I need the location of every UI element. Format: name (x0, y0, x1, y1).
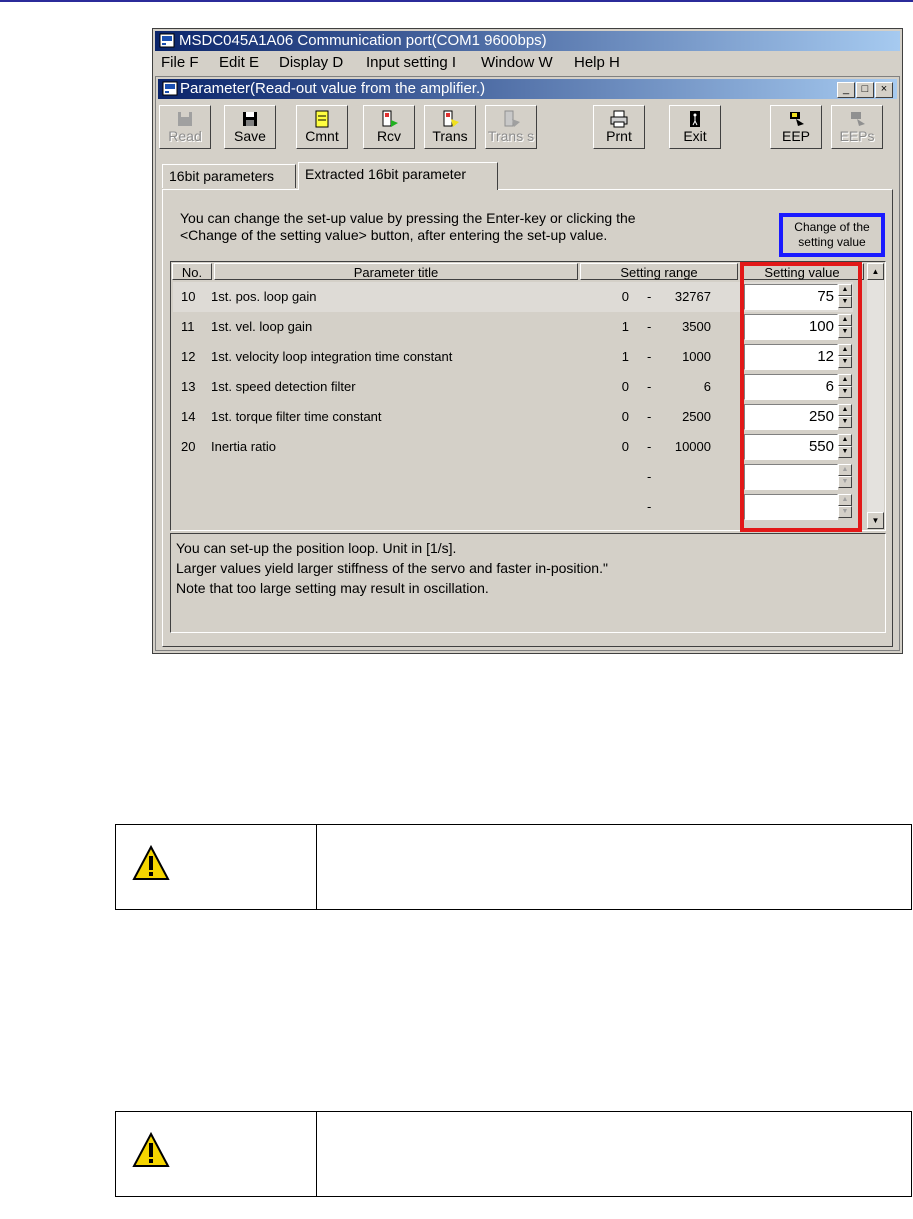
spin-down-icon[interactable]: ▼ (838, 476, 852, 488)
spin-up-icon[interactable]: ▲ (838, 494, 852, 506)
setting-value-highlight (740, 262, 862, 532)
menu-help[interactable]: Help H (574, 54, 620, 71)
eep-button[interactable]: EEP (770, 105, 822, 149)
spin-down-icon[interactable]: ▼ (838, 386, 852, 398)
transmit-button[interactable]: Trans (424, 105, 476, 149)
exit-door-icon (685, 110, 705, 128)
parameter-window-title: Parameter(Read-out value from the amplifier.) (180, 80, 486, 97)
read-button[interactable]: Read (159, 105, 211, 149)
app-window (152, 28, 903, 654)
transmit-s-icon (501, 110, 521, 128)
note-icon (312, 110, 332, 128)
toolbar (158, 105, 897, 151)
app-title-bar[interactable] (155, 31, 900, 51)
instruction-text: You can change the set-up value by pressing the Enter-key or clicking the <Change of the setting value> button, after entering the set-up value. (180, 210, 636, 243)
table-row[interactable]: 10 1st. pos. loop gain 0 - 32767 75 ▲ ▼ (173, 282, 853, 312)
receive-icon (379, 110, 399, 128)
menu-input-setting[interactable]: Input setting I (366, 54, 457, 71)
setting-value-input[interactable]: 550 (744, 434, 838, 460)
minimize-button[interactable]: _ (837, 82, 855, 98)
table-row[interactable]: 20 Inertia ratio 0 - 10000 550 ▲ ▼ (173, 432, 853, 462)
caution-table-1 (115, 824, 912, 910)
warning-triangle-icon (132, 1132, 170, 1168)
parameter-window (155, 76, 900, 651)
eep-icon (786, 110, 806, 128)
table-row[interactable]: 12 1st. velocity loop integration time constant 1 - 1000 12 ▲ ▼ (173, 342, 853, 372)
page-top-rule (0, 0, 913, 2)
menu-file[interactable]: File F (161, 54, 199, 71)
spin-up-icon[interactable]: ▲ (838, 314, 852, 326)
app-icon (159, 33, 175, 48)
menu-edit[interactable]: Edit E (219, 54, 260, 71)
tab-16bit-parameters[interactable]: 16bit parameters (162, 164, 296, 188)
window-controls (836, 82, 893, 98)
setting-value-input[interactable]: 12 (744, 344, 838, 370)
vertical-scrollbar[interactable] (867, 263, 884, 529)
eeps-button[interactable]: EEPs (831, 105, 883, 149)
tab-extracted-16bit-parameter[interactable]: Extracted 16bit parameter (298, 162, 498, 190)
scroll-down-icon[interactable]: ▼ (867, 512, 884, 529)
table-row[interactable]: 11 1st. vel. loop gain 1 - 3500 100 ▲ ▼ (173, 312, 853, 342)
table-row[interactable]: - ▲ ▼ (173, 492, 853, 522)
spin-up-icon[interactable]: ▲ (838, 374, 852, 386)
maximize-button[interactable]: □ (856, 82, 874, 98)
close-button[interactable]: × (875, 82, 893, 98)
menu-window[interactable]: Window W (481, 54, 553, 71)
spin-up-icon[interactable]: ▲ (838, 464, 852, 476)
print-button[interactable]: Prnt (593, 105, 645, 149)
setting-value-input[interactable]: 6 (744, 374, 838, 400)
printer-icon (609, 110, 629, 128)
app-title: MSDC045A1A06 Communication port(COM1 9600bps) (179, 32, 547, 49)
setting-value-input[interactable]: 250 (744, 404, 838, 430)
caution-divider (316, 1112, 317, 1196)
setting-value-input[interactable]: 100 (744, 314, 838, 340)
menu-display[interactable]: Display D (279, 54, 344, 71)
table-row[interactable]: - ▲ ▼ (173, 462, 853, 492)
save-button[interactable]: Save (224, 105, 276, 149)
tab-strip (162, 164, 893, 190)
spin-up-icon[interactable]: ▲ (838, 404, 852, 416)
floppy-icon (175, 110, 195, 128)
spin-up-icon[interactable]: ▲ (838, 434, 852, 446)
caution-table-2 (115, 1111, 912, 1197)
description-box: You can set-up the position loop. Unit in [1/s]. Larger values yield larger stiffness of the servo and faster in-position." Note that too large setting may result in oscillation. (170, 533, 886, 633)
eeps-icon (847, 110, 867, 128)
spin-down-icon[interactable]: ▼ (838, 416, 852, 428)
window-icon (162, 81, 178, 96)
spin-up-icon[interactable]: ▲ (838, 344, 852, 356)
spin-up-icon[interactable]: ▲ (838, 284, 852, 296)
spin-down-icon[interactable]: ▼ (838, 356, 852, 368)
change-setting-value-button[interactable]: Change of the setting value (779, 213, 885, 257)
caution-divider (316, 825, 317, 909)
spin-down-icon[interactable]: ▼ (838, 296, 852, 308)
spin-down-icon[interactable]: ▼ (838, 446, 852, 458)
header-parameter-title[interactable]: Parameter title (214, 263, 578, 280)
receive-button[interactable]: Rcv (363, 105, 415, 149)
header-setting-range[interactable]: Setting range (580, 263, 738, 280)
transmit-icon (440, 110, 460, 128)
spin-down-icon[interactable]: ▼ (838, 326, 852, 338)
exit-button[interactable]: Exit (669, 105, 721, 149)
comment-button[interactable]: Cmnt (296, 105, 348, 149)
menu-bar (157, 54, 898, 74)
transmit-s-button[interactable]: Trans s (485, 105, 537, 149)
save-floppy-icon (240, 110, 260, 128)
table-row[interactable]: 13 1st. speed detection filter 0 - 6 6 ▲ ▼ (173, 372, 853, 402)
warning-triangle-icon (132, 845, 170, 881)
setting-value-input[interactable]: 75 (744, 284, 838, 310)
header-no[interactable]: No. (172, 263, 212, 280)
header-setting-value[interactable]: Setting value (740, 263, 864, 280)
scroll-up-icon[interactable]: ▲ (867, 263, 884, 280)
table-row[interactable]: 14 1st. torque filter time constant 0 - 2500 250 ▲ ▼ (173, 402, 853, 432)
spin-down-icon[interactable]: ▼ (838, 506, 852, 518)
parameter-title-bar[interactable] (158, 79, 897, 99)
